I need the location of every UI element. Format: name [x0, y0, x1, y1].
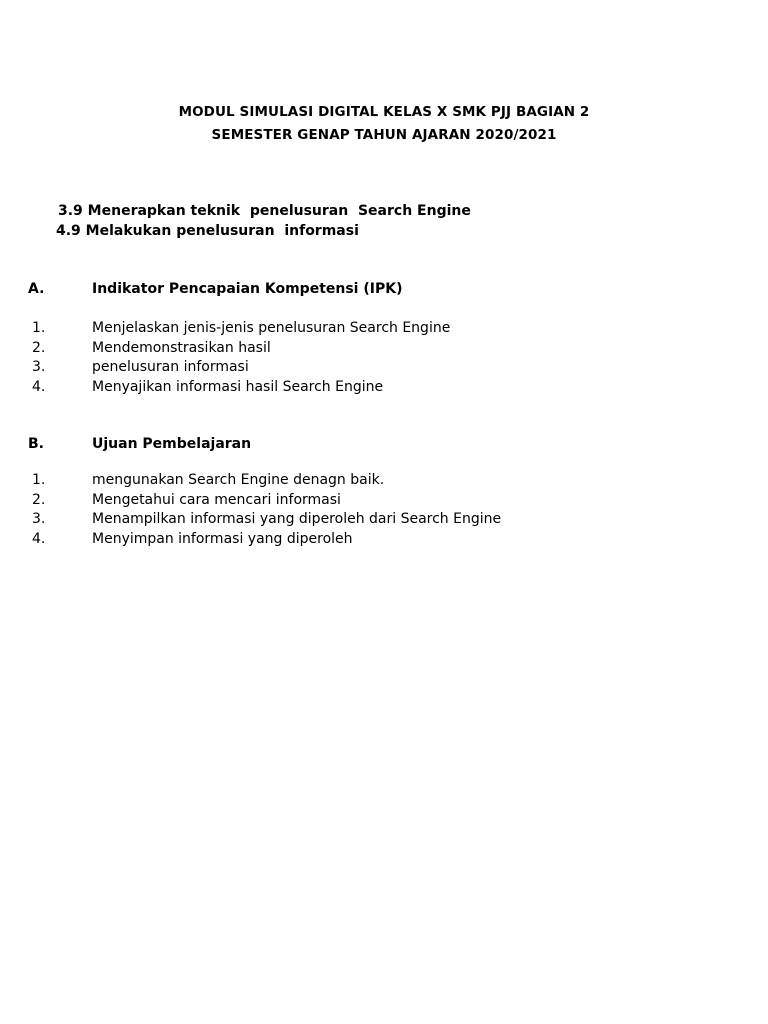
list-item: [0, 531, 768, 551]
list-item-text: Menampilkan informasi yang diperoleh dari Search Engine: [92, 511, 502, 527]
list-item-number: 3.: [32, 359, 46, 375]
document-title-line1: MODUL SIMULASI DIGITAL KELAS X SMK PJJ BAGIAN 2: [178, 104, 590, 120]
section-b-title: Ujuan Pembelajaran: [92, 436, 252, 452]
learning-objectives-list: [0, 472, 768, 550]
list-item-text: Menyimpan informasi yang diperoleh: [92, 530, 353, 547]
list-item-number: 1.: [32, 472, 46, 488]
ipk-list: [0, 320, 768, 398]
list-item-text: Menjelaskan jenis-jenis penelusuran Search Engine: [92, 320, 451, 336]
list-item-text: mengunakan Search Engine denagn baik.: [92, 472, 385, 488]
section-a-title: Indikator Pencapaian Kompetensi (IPK): [92, 281, 403, 297]
list-item-text: Mendemonstrasikan hasil: [92, 339, 271, 356]
list-item: [0, 492, 768, 512]
list-item-number: 1.: [32, 320, 46, 336]
list-item-number: 4.: [32, 530, 46, 547]
competency-4-9: 4.9 Melakukan penelusuran informasi: [56, 223, 359, 239]
document-title-line2: SEMESTER GENAP TAHUN AJARAN 2020/2021: [211, 127, 557, 143]
list-item-number: 2.: [32, 491, 46, 508]
list-item: [0, 511, 768, 531]
competency-3-9: 3.9 Menerapkan teknik penelusuran Search Engine: [58, 203, 471, 219]
section-b-letter: B.: [28, 436, 44, 452]
list-item-text: Menyajikan informasi hasil Search Engine: [92, 378, 384, 395]
section-a-letter: A.: [28, 281, 45, 297]
list-item: [0, 379, 768, 399]
list-item: [0, 340, 768, 360]
list-item-text: penelusuran informasi: [92, 359, 249, 375]
list-item: [0, 472, 768, 492]
list-item: [0, 320, 768, 340]
list-item: [0, 359, 768, 379]
list-item-text: Mengetahui cara mencari informasi: [92, 491, 341, 508]
list-item-number: 4.: [32, 378, 46, 395]
list-item-number: 2.: [32, 339, 46, 356]
list-item-number: 3.: [32, 511, 46, 527]
